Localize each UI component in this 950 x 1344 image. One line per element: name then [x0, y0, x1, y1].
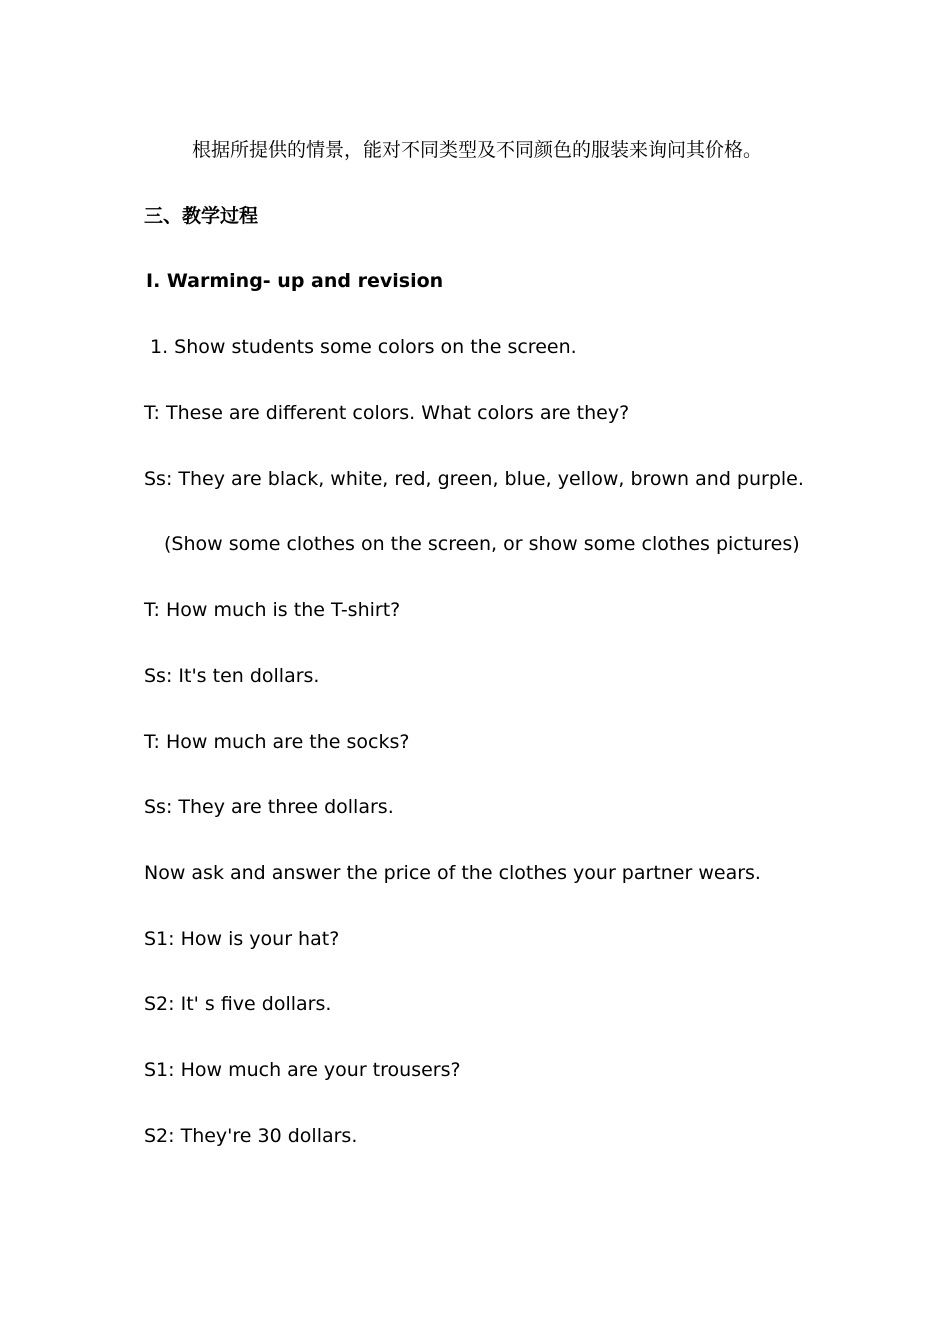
- step-heading: Ⅰ. Warming- up and revision: [146, 270, 444, 292]
- text-line-9: Now ask and answer the price of the clothes your partner wears.: [144, 862, 761, 884]
- text-line-12: S1: How much are your trousers?: [144, 1059, 461, 1081]
- text-line-10: S1: How is your hat?: [144, 928, 340, 950]
- text-line-1: 1. Show students some colors on the screen.: [150, 336, 577, 358]
- text-line-5: T: How much is the T-shirt?: [144, 599, 401, 621]
- text-line-3: Ss: They are black, white, red, green, blue, yellow, brown and purple.: [144, 468, 804, 490]
- text-line-2: T: These are different colors. What colors are they?: [144, 402, 630, 424]
- text-line-11: S2: It' s five dollars.: [144, 993, 332, 1015]
- text-line-7: T: How much are the socks?: [144, 731, 410, 753]
- section-heading: 三、教学过程: [144, 205, 259, 227]
- text-line-8: Ss: They are three dollars.: [144, 796, 394, 818]
- text-line-13: S2: They're 30 dollars.: [144, 1125, 358, 1147]
- text-line-4: (Show some clothes on the screen, or show some clothes pictures): [164, 533, 800, 555]
- intro-line: 根据所提供的情景，能对不同类型及不同颜色的服装来询问其价格。: [192, 139, 763, 161]
- text-line-6: Ss: It's ten dollars.: [144, 665, 320, 687]
